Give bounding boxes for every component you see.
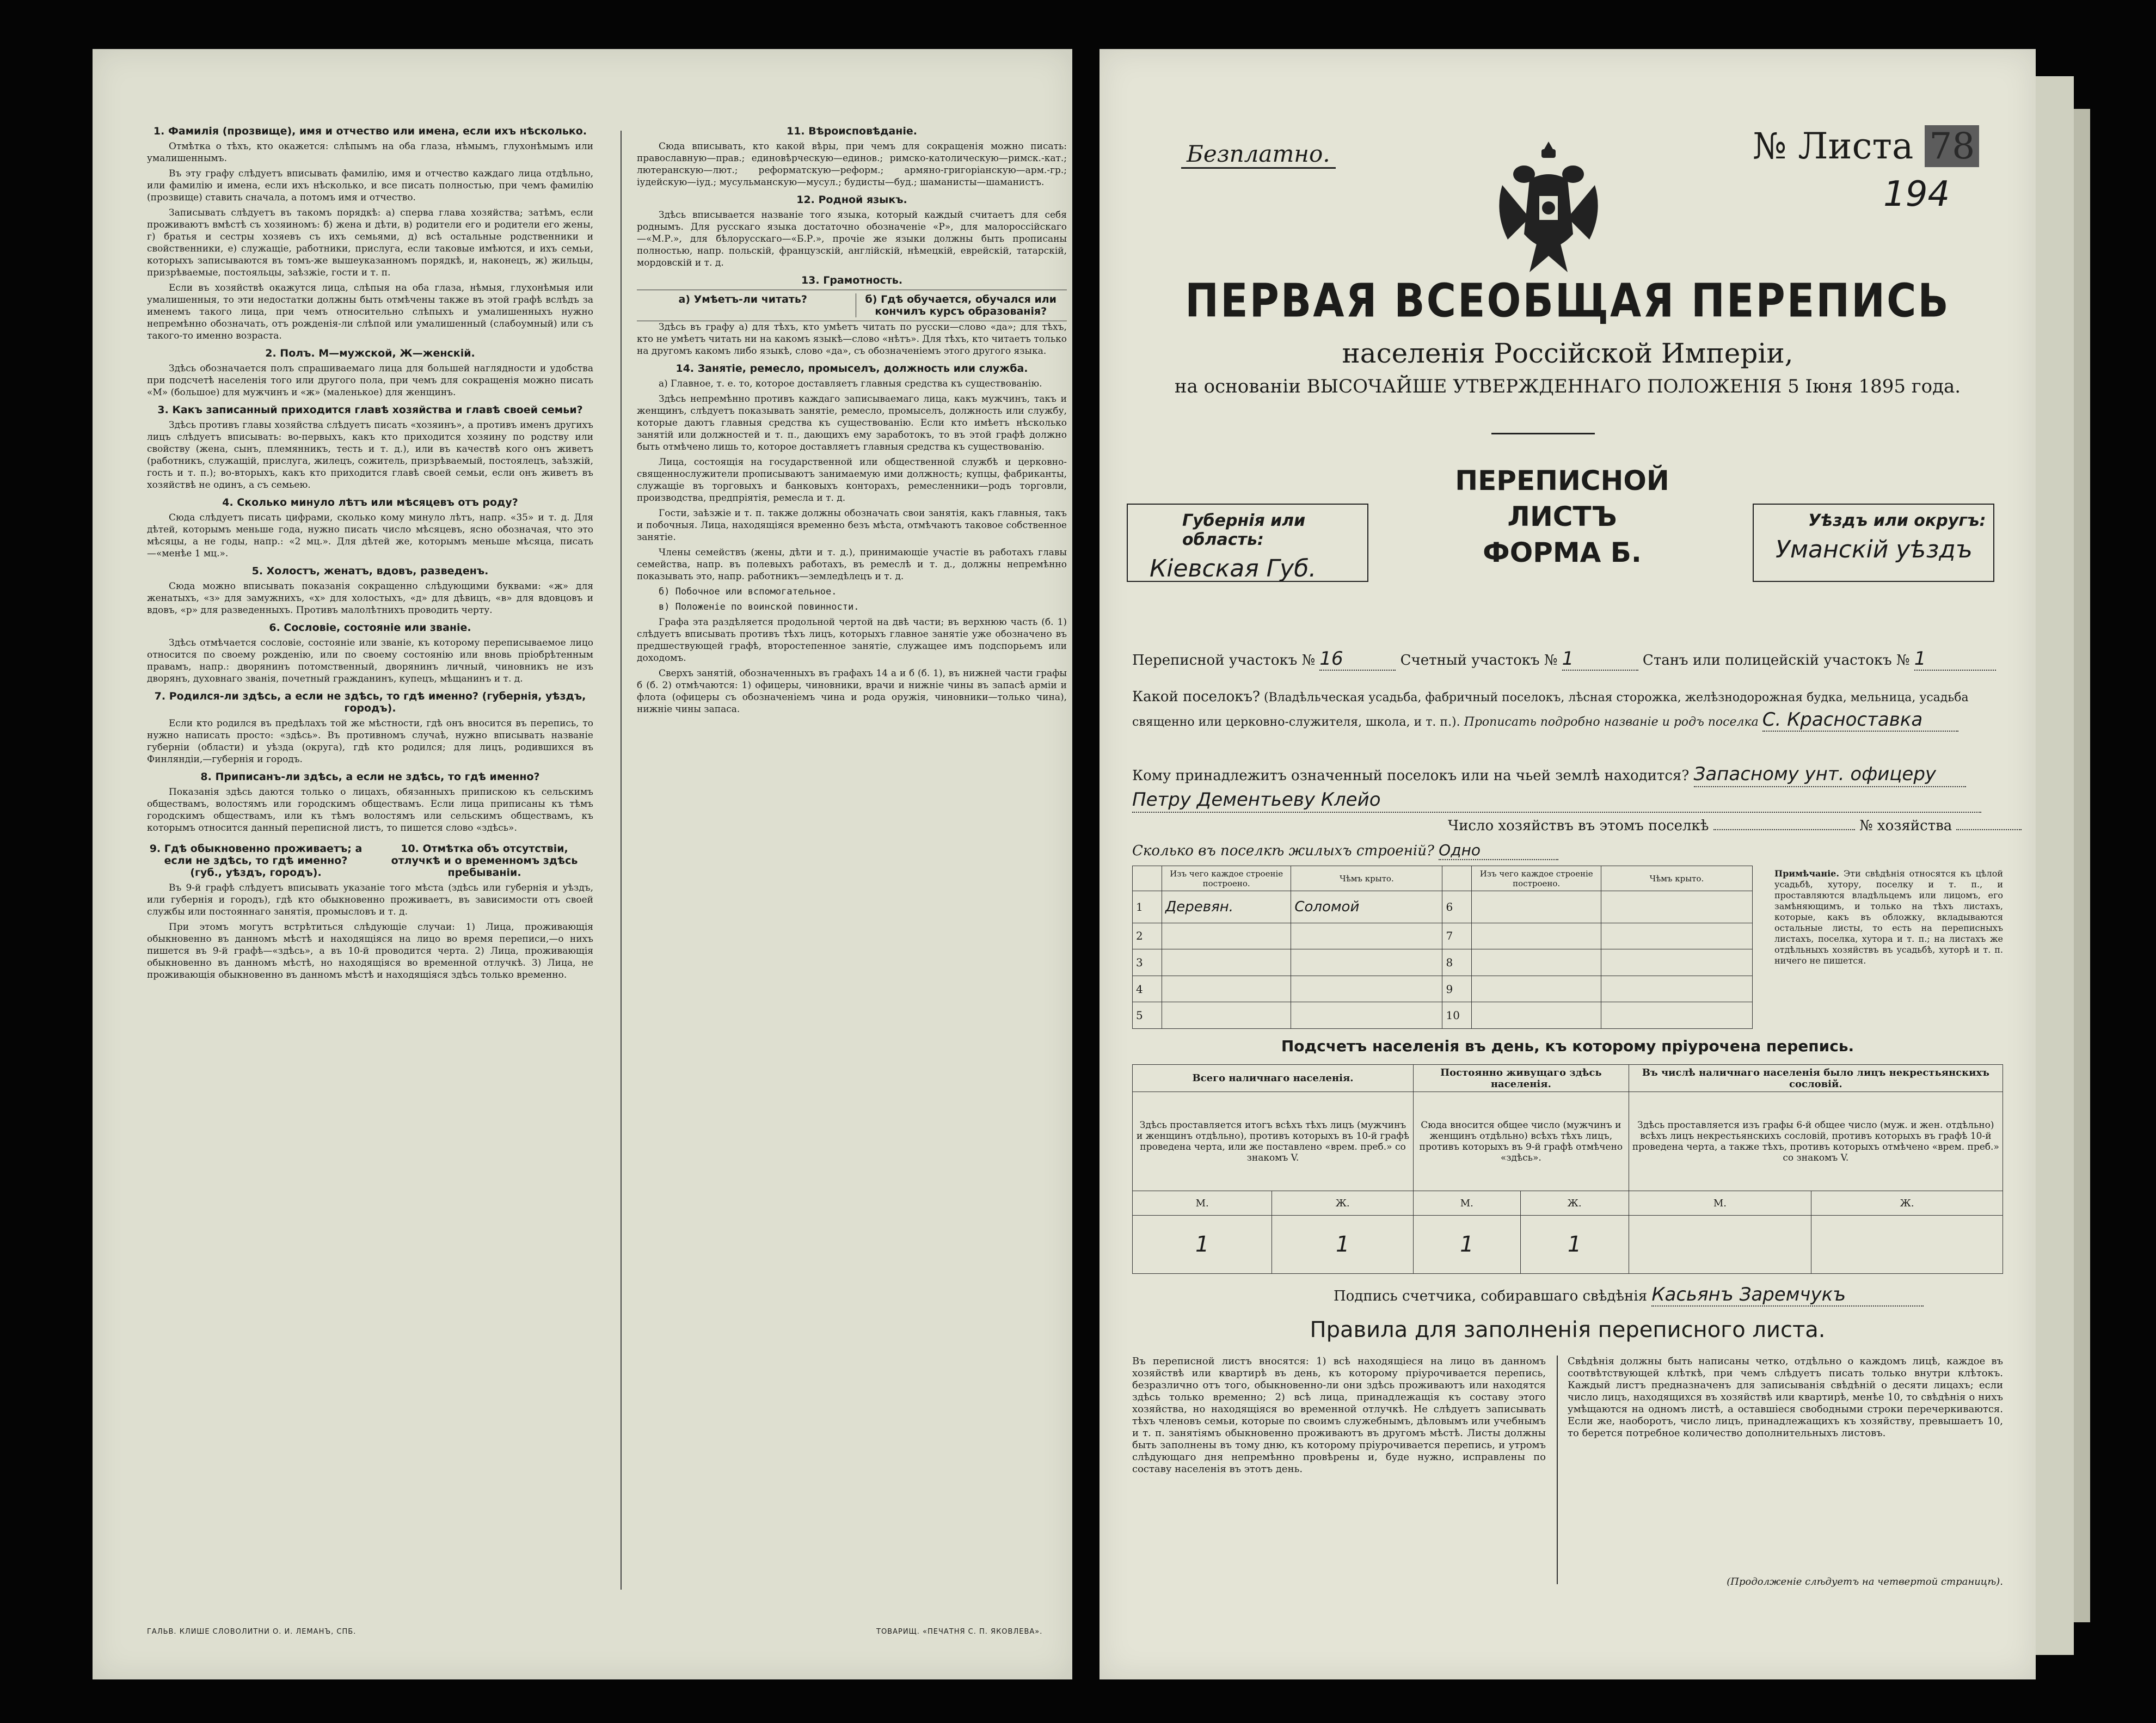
count-section-value: 1 (1562, 648, 1638, 671)
camp-value: 1 (1914, 648, 1996, 671)
table-cell (1162, 949, 1291, 976)
row-number: 3 (1133, 949, 1162, 976)
table-cell: Здѣсь проставляется изъ графы 6-й общее число (муж. и жен. отдѣльно) всѣхъ лицъ некрестьянскихъ сословій, противъ которыхъ въ графѣ 10-й проведена черта, а также тѣхъ, противъ которыхъ отмѣчено «врем. преб.» со знакомъ V. (1629, 1092, 2003, 1191)
table-header: Изъ чего каждое строеніе построено. (1162, 866, 1291, 891)
male-label: М. (1414, 1191, 1521, 1216)
paragraph: Сюда можно вписывать показанія сокращенно слѣдующими буквами: «ж» для женатыхъ, «з» для замужнихъ, «х» для холостыхъ, «д» для дѣвицъ, «в» для вдовцовъ и вдовъ, «р» для разведенныхъ. Противъ малолѣтнихъ проводить черту. (147, 581, 593, 616)
table-row (1133, 891, 1753, 923)
section-title: 2. Полъ. М—мужской, Ж—женскій. (265, 347, 475, 359)
district-box (1753, 504, 1994, 582)
buildings-table (1132, 866, 1753, 1029)
settlement-hint: (Владѣльческая усадьба, фабричный поселокъ, лѣсная сторожка, желѣзнодорожная будка, мельница, усадьба священно или церковно-служителя, школа, и т. п.). (1132, 691, 1969, 729)
section-title: 12. Родной языкъ. (796, 194, 907, 206)
male-label: М. (1629, 1191, 1811, 1216)
left-column (147, 120, 593, 984)
material-cell: Деревян. (1162, 891, 1291, 923)
settlement-label: Какой поселокъ? (1132, 689, 1260, 705)
section-title: 5. Холостъ, женатъ, вдовъ, разведенъ. (251, 565, 489, 577)
rules-title: Правила для заполненія переписного листа. (1310, 1317, 1826, 1342)
settlement-row (1132, 686, 2003, 733)
page-edge (2036, 76, 2074, 1655)
paragraph: При этомъ могутъ встрѣтиться слѣдующіе случаи: 1) Лица, проживающія обыкновенно въ данномъ мѣстѣ и находящіяся на лицо во время переписи,—о нихъ пишется въ 9-й графѣ—«здѣсь», а въ 10-й проводится черта. 2) Лица, проживающія обыкновенно въ данномъ мѣстѣ, но находящіяся во временной отлучкѣ. 3) Лица, не проживающія обыкновенно въ данномъ мѣстѣ и находящіяся здѣсь только временно. (147, 922, 593, 980)
section-title: 14. Занятіе, ремесло, промыселъ, должность или служба. (675, 363, 1028, 375)
sheet-number (1753, 125, 1979, 167)
table-cell (1472, 891, 1601, 923)
table-cell (1472, 976, 1601, 1002)
paragraph: Члены семействъ (жены, дѣти и т. д.), принимающіе участіе въ работахъ главы семейства, напр. въ полевыхъ работахъ, въ ремеслѣ и т. д., должны непремѣнно показывать это, напр. работникъ—земледѣлецъ и т. д. (637, 547, 1067, 582)
note-title: Примѣчаніе. (1774, 868, 1839, 879)
free-label: Безплатно. (1181, 140, 1336, 169)
row-number: 6 (1442, 891, 1472, 923)
left-page (93, 49, 1072, 1679)
settlement-value: С. Красноставка (1762, 709, 1958, 732)
row-number: 8 (1442, 949, 1472, 976)
table-cell (1472, 1002, 1601, 1029)
paragraph: Въ 9-й графѣ слѣдуетъ вписывать указаніе того мѣста (здѣсь или губернія и уѣздъ, или губернія и городъ), гдѣ кто обыкновенно проживаетъ, въ зависимости отъ своей службы или постояннаго занятія, промысловъ и т. д. (147, 882, 593, 917)
owner-row (1132, 762, 2003, 813)
table-header: Постоянно живущаго здѣсь населенія. (1414, 1065, 1629, 1092)
page-edge (2074, 109, 2090, 1622)
paragraph: Въ эту графу слѣдуетъ вписывать фамилію, имя и отчество каждаго лица отдѣльно, или фамилію и имена, если ихъ нѣсколько, и все писать полностью, при чемъ фамилію (прозвище) ставить сначала, а потомъ имя и отчество. (147, 168, 593, 203)
table-cell (1601, 976, 1752, 1002)
households-label: Число хозяйствъ въ этомъ поселкѣ (1448, 818, 1709, 834)
section-title: 10. Отмѣтка объ отсутствіи, отлучкѣ и о временномъ здѣсь пребываніи. (391, 843, 578, 879)
household-no-label: № хозяйства (1859, 818, 1952, 834)
population-table (1132, 1064, 2003, 1274)
sheet-number-value: 78 (1925, 125, 1979, 167)
table-cell (1472, 949, 1601, 976)
row-number: 1 (1133, 891, 1162, 923)
buildings-note (1774, 868, 2003, 966)
divider (1491, 433, 1595, 434)
form-title (1410, 463, 1715, 571)
form-title-line-1: ПЕРЕПИСНОЙ ЛИСТЪ (1455, 465, 1669, 532)
handwritten-sheet-number: 194 (1883, 174, 1950, 214)
population-value (1629, 1216, 1811, 1274)
buildings-row (1132, 841, 1558, 860)
table-header: Всего наличнаго населенія. (1133, 1065, 1414, 1092)
table-cell (1601, 923, 1752, 949)
printer-footer: ГАЛЬВ. КЛИШЕ СЛОВОЛИТНИ О. И. ЛЕМАНЪ, СПБ. (147, 1628, 357, 1636)
section-title: 9. Гдѣ обыкновенно проживаетъ; а если не здѣсь, то гдѣ именно? (губ., уѣздъ, городъ). (149, 843, 363, 879)
form-title-line-2: ФОРМА Б. (1483, 537, 1642, 568)
counter-label: Подпись счетчика, собиравшаго свѣдѣнія (1334, 1288, 1648, 1304)
paragraph: Здѣсь противъ главы хозяйства слѣдуетъ писать «хозяинъ», а противъ именъ другихъ лицъ слѣдуетъ вписывать: во-первыхъ, какъ кто приходится хозяину по родству или свойству (жена, сынъ, племянникъ, тесть и т. д.), или въ качествѣ кого онъ живетъ (работникъ, служащій, прислуга, жилецъ, сожитель, призрѣваемый, постоялецъ, заѣзжій, гость и т. п.); во-вторыхъ, какъ кто приходится главѣ своей семьи, если онъ живетъ въ хозяйствѣ не одинъ, а съ семьею. (147, 420, 593, 490)
section-title: 6. Сословіе, состояніе или званіе. (269, 622, 471, 634)
population-value: 1 (1414, 1216, 1521, 1274)
province-box (1127, 504, 1368, 582)
households-value (1713, 829, 1855, 830)
paragraph: Если въ хозяйствѣ окажутся лица, слѣпыя на оба глаза, нѣмыя, глухонѣмыя или умалишенныя, то эти недостатки должны быть отмѣчены также въ этой графѣ вслѣдъ за именемъ такого лица, при чемъ относительно слѣпыхъ и умалишенныхъ нужно непремѣнно обозначать, отъ рожденія-ли слѣпой или умалишенный (слабоумный) или съ такого-то именно возраста. (147, 283, 593, 341)
section-title: 7. Родился-ли здѣсь, а если не здѣсь, то гдѣ именно? (губернія, уѣздъ, городъ). (154, 690, 586, 714)
female-label: Ж. (1520, 1191, 1629, 1216)
table-header: Въ числѣ наличнаго населенія было лицъ некрестьянскихъ сословій. (1629, 1065, 2003, 1092)
camp-label: Станъ или полицейскій участокъ № (1642, 652, 1910, 669)
note-text: Эти свѣдѣнія относятся къ цѣлой усадьбѣ, хутору, поселку и т. п., и проставляются владѣльцемъ или лицомъ, его замѣняющимъ, и только на тѣхъ листахъ, которые, какъ въ обложку, вкладываются остальные листы, то есть на переписныхъ листахъ, поселка, хутора и т. п.; на листахъ же отдѣльныхъ хозяйствъ въ усадьбѣ, хуторѣ и т. п. ничего не пишется. (1774, 868, 2003, 966)
table-cell (1133, 866, 1162, 891)
table-cell (1472, 923, 1601, 949)
printer-footer: ТОВАРИЩ. «ПЕЧАТНЯ С. П. ЯКОВЛЕВА». (876, 1628, 1043, 1636)
female-label: Ж. (1272, 1191, 1414, 1216)
rules-right: Свѣдѣнія должны быть написаны четко, отдѣльно о каждомъ лицѣ, каждое въ соотвѣтствующей клѣткѣ, при чемъ слѣдуетъ писать только внутри клѣтокъ. Каждый листъ предназначенъ для записыванія свѣдѣній о десяти лицахъ; если число лицъ, находящихся въ хозяйствѣ или квартирѣ, менѣе 10, то свѣдѣнія о нихъ умѣщаются на одномъ листѣ, а оставшіеся свободными строки перечеркиваются. Если же, наоборотъ, число лицъ, принадлежащихъ къ хозяйству, превышаетъ 10, то берется потребное количество дополнительныхъ листовъ. (1568, 1356, 2003, 1439)
paragraph: в) Положеніе по воинской повинности. (659, 602, 859, 612)
row-number: 7 (1442, 923, 1472, 949)
counter-signature-row (1334, 1284, 1924, 1307)
double-headed-eagle-icon (1491, 136, 1606, 278)
page-title: ПЕРВАЯ ВСЕОБЩАЯ ПЕРЕПИСЬ (1185, 274, 1950, 328)
owner-value-2: Петру Дементьеву Клейо (1132, 788, 1981, 813)
female-label: Ж. (1811, 1191, 2003, 1216)
paragraph: Здѣсь вписывается названіе того языка, который каждый считаетъ для себя роднымъ. Для русскаго языка достаточно обозначеніе «Р», для малороссійскаго—«М.Р.», для бѣлорусскаго—«Б.Р.», прочіе же языки должны быть прописаны полностью, напр. польскій, французскій, англійскій, нѣмецкій, еврейскій, татарскій, мордовскій и т. д. (637, 210, 1067, 268)
province-value: Кіевская Губ. (1150, 555, 1317, 582)
households-row (1448, 818, 2022, 834)
section-title: 1. Фамилія (прозвище), имя и отчество или имена, если ихъ нѣсколько. (153, 125, 587, 137)
table-cell (1601, 891, 1752, 923)
paragraph: Лица, состоящія на государственной или общественной службѣ и церковно-священнослужители прописываютъ занимаемую ими должность; купцы, фабриканты, служащіе въ торговыхъ и банковыхъ конторахъ, ремесленники—родъ торговли, производства, предпріятія, ремесла и т. д. (637, 457, 1067, 504)
table-cell (1601, 1002, 1752, 1029)
counter-signature: Касьянъ Заремчукъ (1651, 1284, 1924, 1307)
population-value: 1 (1133, 1216, 1272, 1274)
paragraph: Здѣсь отмѣчается сословіе, состояніе или званіе, къ которому переписываемое лицо относится по своему рожденію, или по своему состоянію или вновь пріобрѣтенным правамъ, напр.: дворянинъ потомственный, дворянинъ личный, чиновникъ не изъ дворянъ, духовнаго званія, почетный гражданинъ, купецъ, мѣщанинъ и т. д. (147, 637, 593, 684)
table-header: Изъ чего каждое строеніе построено. (1472, 866, 1601, 891)
owner-value-1: Запасному унт. офицеру (1694, 762, 1966, 787)
paragraph: Если кто родился въ предѣлахъ той же мѣстности, гдѣ онъ вносится въ перепись, то нужно написать просто: «здѣсь». Въ противномъ случаѣ, нужно вписывать названіе губерніи (области) и уѣзда (округа), гдѣ кто родился; для лицъ, родившихся въ Финляндіи,—губернія и городъ. (147, 718, 593, 765)
paragraph: Здѣсь въ графу а) для тѣхъ, кто умѣетъ читать по русски—слово «да»; для тѣхъ, кто не умѣетъ читать ни на какомъ языкѣ—слово «нѣтъ». Для тѣхъ, кто читаетъ только на другомъ какомъ либо языкѣ, слово «да», съ обозначеніемъ этого другого языка. (637, 322, 1067, 357)
section-title: а) Умѣетъ-ли читать? (678, 293, 807, 305)
rules-continued: (Продолженіе слѣдуетъ на четвертой страницѣ). (1727, 1576, 2003, 1587)
section-title: 8. Приписанъ-ли здѣсь, а если не здѣсь, то гдѣ именно? (200, 771, 540, 783)
paragraph: Графа эта раздѣляется продольной чертой на двѣ части; въ верхнюю часть (б. 1) слѣдуетъ вписывать противъ тѣхъ лицъ, которыхъ главное занятіе уже обозначено въ предшествующей графѣ, второстепенное занятіе, служащее имъ подспорьемъ или доходомъ. (637, 617, 1067, 664)
sheet-label: № Листа (1753, 125, 1914, 167)
section-title: 3. Какъ записанный приходится главѣ хозяйства и главѣ своей семьи? (157, 404, 583, 416)
table-header: Чѣмъ крыто. (1291, 866, 1442, 891)
table-cell (1291, 949, 1442, 976)
census-section-label: Переписной участокъ № (1132, 652, 1316, 669)
owner-label: Кому принадлежитъ означенный поселокъ или на чьей землѣ находится? (1132, 768, 1690, 784)
table-cell: Сюда вносится общее число (мужчинъ и женщинъ отдѣльно) всѣхъ тѣхъ лицъ, противъ которыхъ въ 9-й графѣ отмѣчено «здѣсь». (1414, 1092, 1629, 1191)
table-cell (1601, 949, 1752, 976)
population-title: Подсчетъ населенія въ день, къ которому пріурочена перепись. (1281, 1037, 1854, 1055)
settlement-hint-2: Прописать подробно названіе и родъ поселка (1464, 715, 1759, 729)
household-no-value (1956, 829, 2022, 830)
population-value (1811, 1216, 2003, 1274)
roof-cell: Соломой (1291, 891, 1442, 923)
rules-left: Въ переписной листъ вносятся: 1) всѣ находящіеся на лицо въ данномъ хозяйствѣ или квартирѣ въ день, къ которому пріурочивается перепись, безразлично отъ того, обыкновенно-ли они здѣсь проживаютъ или находятся здѣсь только временно; 2) всѣ лица, принадлежащія къ составу этого хозяйства, но находящіяся во временной отлучкѣ. Не слѣдуетъ записывать тѣхъ членовъ семьи, которые по своимъ служебнымъ, дѣловымъ или учебнымъ и т. п. занятіямъ обыкновенно проживаютъ въ другомъ мѣстѣ. Листы должны быть заполнены въ тому дню, къ которому пріурочивается перепись, и утромъ слѣдующаго дня непремѣнно провѣрены и, буде нужно, исправлены по составу населенія въ этотъ день. (1132, 1356, 1546, 1475)
table-cell: Здѣсь проставляется итогъ всѣхъ тѣхъ лицъ (мужчинъ и женщинъ отдѣльно), противъ которыхъ въ 10-й графѣ проведена черта, или же поставлено «врем. преб.» со знакомъ V. (1133, 1092, 1414, 1191)
paragraph: Сюда вписывать, кто какой вѣры, при чемъ для сокращенія можно писать: православную—прав.; единовѣрческую—единов.; римско-католическую—римск.-кат.; лютеранскую—лют.; реформатскую—реформ.; армяно-григоріанскую—арм.-гр.; іудейскую—iуд.; мусульманскую—мусул.; будисты—буд.; шаманисты—шаманистъ. (637, 141, 1067, 188)
table-row (1133, 949, 1753, 976)
table-row (1133, 976, 1753, 1002)
paragraph: Показанія здѣсь даются только о лицахъ, обязанныхъ припискою къ сельскимъ обществамъ, волостямъ или городскимъ обществамъ. Если лица приписаны къ тѣмъ городскимъ обществамъ, или къ тѣмъ волостямъ или сельскимъ обществамъ, къ которымъ относится данный переписной листъ, то пишется слово «здѣсь». (147, 787, 593, 833)
paragraph: Гости, заѣзжіе и т. п. также должны обозначать свои занятія, какъ главныя, такъ и побочныя. Лица, находящіяся временно безъ мѣста, отмѣчаютъ таковое собственное занятіе. (637, 508, 1067, 543)
row-number: 5 (1133, 1002, 1162, 1029)
row-number: 9 (1442, 976, 1472, 1002)
district-value: Уманскій уѣздъ (1776, 536, 1973, 563)
table-cell (1162, 976, 1291, 1002)
table-cell (1291, 923, 1442, 949)
paragraph: Здѣсь непремѣнно противъ каждаго записываемаго лица, какъ мужчинъ, такъ и женщинъ, слѣдуетъ показывать занятіе, ремесло, промыселъ, должность или службу, которые даютъ главныя средства къ существованію. Если кто имѣетъ нѣсколько занятій или должностей и т. п., дающихъ ему заработокъ, то въ этой графѣ должно быть отмѣчено лишь то, которое доставляетъ главныя средства къ существованію. (637, 394, 1067, 452)
table-row (1133, 1002, 1753, 1029)
table-cell (1442, 866, 1472, 891)
male-label: М. (1133, 1191, 1272, 1216)
section-title: б) Гдѣ обучается, обучался или кончилъ курсъ образованія? (856, 293, 1066, 317)
buildings-value: Одно (1439, 841, 1558, 860)
column-divider (1557, 1356, 1558, 1584)
population-value: 1 (1272, 1216, 1414, 1274)
table-cell (1291, 976, 1442, 1002)
section-title: 13. Грамотность. (801, 274, 903, 286)
row-number: 2 (1133, 923, 1162, 949)
count-section-label: Счетный участокъ № (1400, 652, 1558, 669)
census-section-value: 16 (1319, 648, 1396, 671)
paragraph: Записывать слѣдуетъ въ такомъ порядкѣ: а) сперва глава хозяйства; затѣмъ, если проживаютъ вмѣстѣ съ хозяиномъ: б) жена и дѣти, в) родители его и родители его жены, г) братья и сестры хозяевъ съ ихъ семьями, д) всѣ остальные родственники и свойственники, е) служащіе, работники, прислуга, если таковые имѣются, и ихъ семьи, которыхъ записываются въ томъ-же вышеуказанномъ порядкѣ, и, наконецъ, ж) жильцы, призрѣваемые, постояльцы, заѣзжіе, гости и т. п. (147, 207, 593, 278)
right-column (637, 120, 1067, 719)
paragraph: Сверхъ занятій, обозначенныхъ въ графахъ 14 а и б (б. 1), въ нижней части графы б (б. 2) отмѣчаются: 1) офицеры, чиновники, врачи и нижніе чины въ запасѣ арміи и флота (офицеры съ обозначеніемъ чина и рода оружія, чиновники—только чина), нижніе чины запаса. (637, 668, 1067, 715)
page-subtitle: населенія Россійской Имперіи, (1342, 338, 1793, 369)
buildings-label: Сколько въ поселкѣ жилыхъ строеній? (1132, 843, 1434, 859)
right-page (1100, 49, 2036, 1679)
paragraph: Здѣсь обозначается полъ спрашиваемаго лица для большей наглядности и удобства при подсчетѣ населенія того или другого пола, при чемъ для сокращенія можно писать «М» (большое) для мужчинъ и «ж» (маленькое) для женщинъ. (147, 363, 593, 398)
row-number: 4 (1133, 976, 1162, 1002)
population-value: 1 (1520, 1216, 1629, 1274)
table-cell (1291, 1002, 1442, 1029)
table-header: Чѣмъ крыто. (1601, 866, 1752, 891)
paragraph: Отмѣтка о тѣхъ, кто окажется: слѣпымъ на оба глаза, нѣмымъ, глухонѣмымъ или умалишеннымъ. (147, 141, 593, 164)
section-title: 4. Сколько минуло лѣтъ или мѣсяцевъ отъ роду? (222, 496, 518, 508)
section-title: 11. Вѣроисповѣданіе. (786, 125, 918, 137)
paragraph: а) Главное, т. е. то, которое доставляетъ главныя средства къ существованію. (659, 378, 1042, 389)
district-label: Уѣздъ или округъ: (1808, 511, 1986, 530)
province-label: Губернія или область: (1182, 511, 1306, 549)
table-cell (1162, 923, 1291, 949)
page-subtitle-2: на основаніи ВЫСОЧАЙШЕ УТВЕРЖДЕННАГО ПОЛОЖЕНІЯ 5 Іюня 1895 года. (1174, 376, 1961, 397)
table-row (1133, 923, 1753, 949)
paragraph: Сюда слѣдуетъ писать цифрами, сколько кому минуло лѣтъ, напр. «35» и т. д. Для дѣтей, которымъ меньше года, нужно писать число мѣсяцевъ, ясно обозначая, что это мѣсяцы, а не годы, напр.: «2 мц.». Для дѣтей же, которымъ меньше мѣсяца, писать—«менѣе 1 мц.». (147, 512, 593, 559)
paragraph: б) Побочное или вспомогательное. (659, 586, 837, 597)
column-divider (621, 131, 622, 1590)
sections-row (1132, 648, 1996, 671)
row-number: 10 (1442, 1002, 1472, 1029)
table-cell (1162, 1002, 1291, 1029)
